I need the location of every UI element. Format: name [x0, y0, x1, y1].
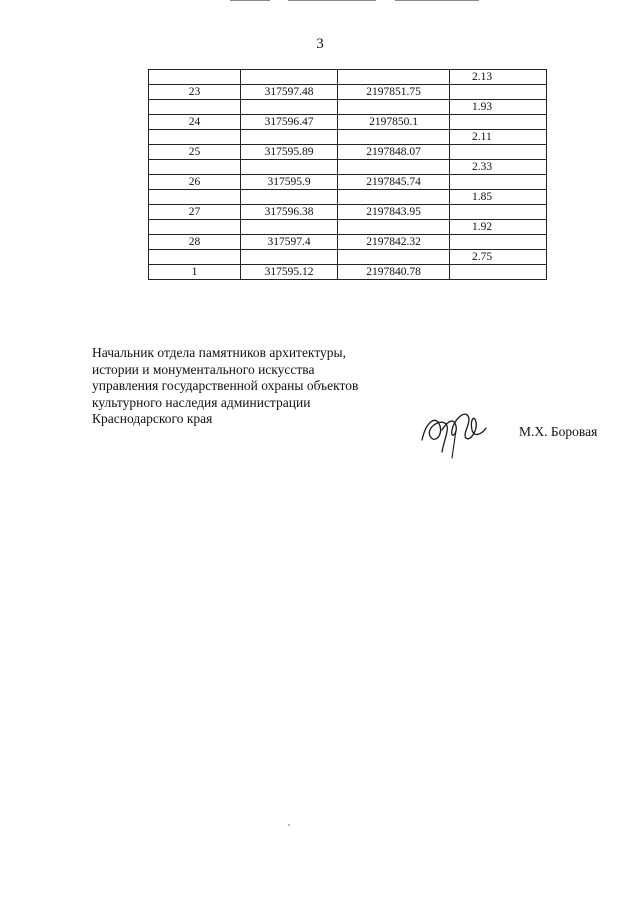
x-coordinate-cell: 317595.9	[241, 175, 338, 190]
x-coordinate-cell	[241, 160, 338, 175]
point-row	[149, 235, 547, 250]
signer-title-line: культурного наследия администрации	[92, 394, 311, 410]
point-number-cell	[149, 220, 241, 235]
point-row	[149, 145, 547, 160]
distance-cell: 1.85	[450, 190, 547, 205]
point-number-cell: 28	[149, 235, 241, 250]
y-coordinate-cell	[338, 160, 450, 175]
distance-cell	[450, 265, 547, 280]
point-row	[149, 175, 547, 190]
x-coordinate-cell: 317595.89	[241, 145, 338, 160]
point-number-cell: 1	[149, 265, 241, 280]
distance-cell: 2.11	[450, 130, 547, 145]
handwritten-signature	[416, 400, 496, 460]
distance-row	[149, 220, 547, 235]
distance-row	[149, 160, 547, 175]
y-coordinate-cell: 2197840.78	[338, 265, 450, 280]
x-coordinate-cell	[241, 130, 338, 145]
y-coordinate-cell	[338, 100, 450, 115]
distance-cell	[450, 205, 547, 220]
signer-name: М.Х. Боровая	[519, 424, 598, 439]
point-number-cell	[149, 100, 241, 115]
y-coordinate-cell	[338, 250, 450, 265]
x-coordinate-cell	[241, 250, 338, 265]
y-coordinate-cell	[338, 70, 450, 85]
point-row	[149, 85, 547, 100]
y-coordinate-cell	[338, 220, 450, 235]
top-rule-middle	[288, 0, 376, 1]
y-coordinate-cell: 2197845.74	[338, 175, 450, 190]
top-rule-left	[230, 0, 270, 1]
x-coordinate-cell: 317595.12	[241, 265, 338, 280]
y-coordinate-cell	[338, 190, 450, 205]
distance-cell	[450, 115, 547, 130]
point-row	[149, 115, 547, 130]
distance-cell: 2.13	[450, 70, 547, 85]
page-number: 3	[316, 36, 324, 52]
signer-title	[92, 345, 402, 428]
distance-cell: 1.93	[450, 100, 547, 115]
distance-cell: 1.92	[450, 220, 547, 235]
x-coordinate-cell	[241, 190, 338, 205]
distance-row	[149, 250, 547, 265]
distance-cell	[450, 235, 547, 250]
top-rule-right	[395, 0, 479, 1]
point-number-cell	[149, 250, 241, 265]
distance-row	[149, 70, 547, 85]
point-row	[149, 205, 547, 220]
x-coordinate-cell	[241, 100, 338, 115]
point-number-cell: 26	[149, 175, 241, 190]
distance-cell	[450, 175, 547, 190]
point-number-cell: 23	[149, 85, 241, 100]
point-number-cell	[149, 70, 241, 85]
coordinates-table-body	[149, 70, 547, 280]
point-row	[149, 265, 547, 280]
signer-title-line: управления государственной охраны объектов	[92, 378, 359, 393]
point-number-cell	[149, 190, 241, 205]
coordinates-table	[148, 69, 547, 280]
y-coordinate-cell: 2197851.75	[338, 85, 450, 100]
point-number-cell: 25	[149, 145, 241, 160]
distance-cell: 2.33	[450, 160, 547, 175]
distance-cell: 2.75	[450, 250, 547, 265]
point-number-cell: 27	[149, 205, 241, 220]
x-coordinate-cell	[241, 70, 338, 85]
signer-title-line: Начальник отдела памятников архитектуры,	[92, 345, 346, 360]
scan-speck	[288, 824, 290, 826]
signer-title-line: Краснодарского края	[92, 411, 213, 426]
distance-cell	[450, 85, 547, 100]
y-coordinate-cell: 2197850.1	[338, 115, 450, 130]
y-coordinate-cell: 2197842.32	[338, 235, 450, 250]
x-coordinate-cell: 317597.48	[241, 85, 338, 100]
y-coordinate-cell: 2197843.95	[338, 205, 450, 220]
distance-row	[149, 130, 547, 145]
x-coordinate-cell	[241, 220, 338, 235]
distance-row	[149, 190, 547, 205]
point-number-cell	[149, 130, 241, 145]
distance-row	[149, 100, 547, 115]
y-coordinate-cell	[338, 130, 450, 145]
distance-cell	[450, 145, 547, 160]
y-coordinate-cell: 2197848.07	[338, 145, 450, 160]
x-coordinate-cell: 317596.38	[241, 205, 338, 220]
x-coordinate-cell: 317596.47	[241, 115, 338, 130]
point-number-cell: 24	[149, 115, 241, 130]
point-number-cell	[149, 160, 241, 175]
x-coordinate-cell: 317597.4	[241, 235, 338, 250]
signer-title-line: истории и монументального искусства	[92, 361, 315, 377]
